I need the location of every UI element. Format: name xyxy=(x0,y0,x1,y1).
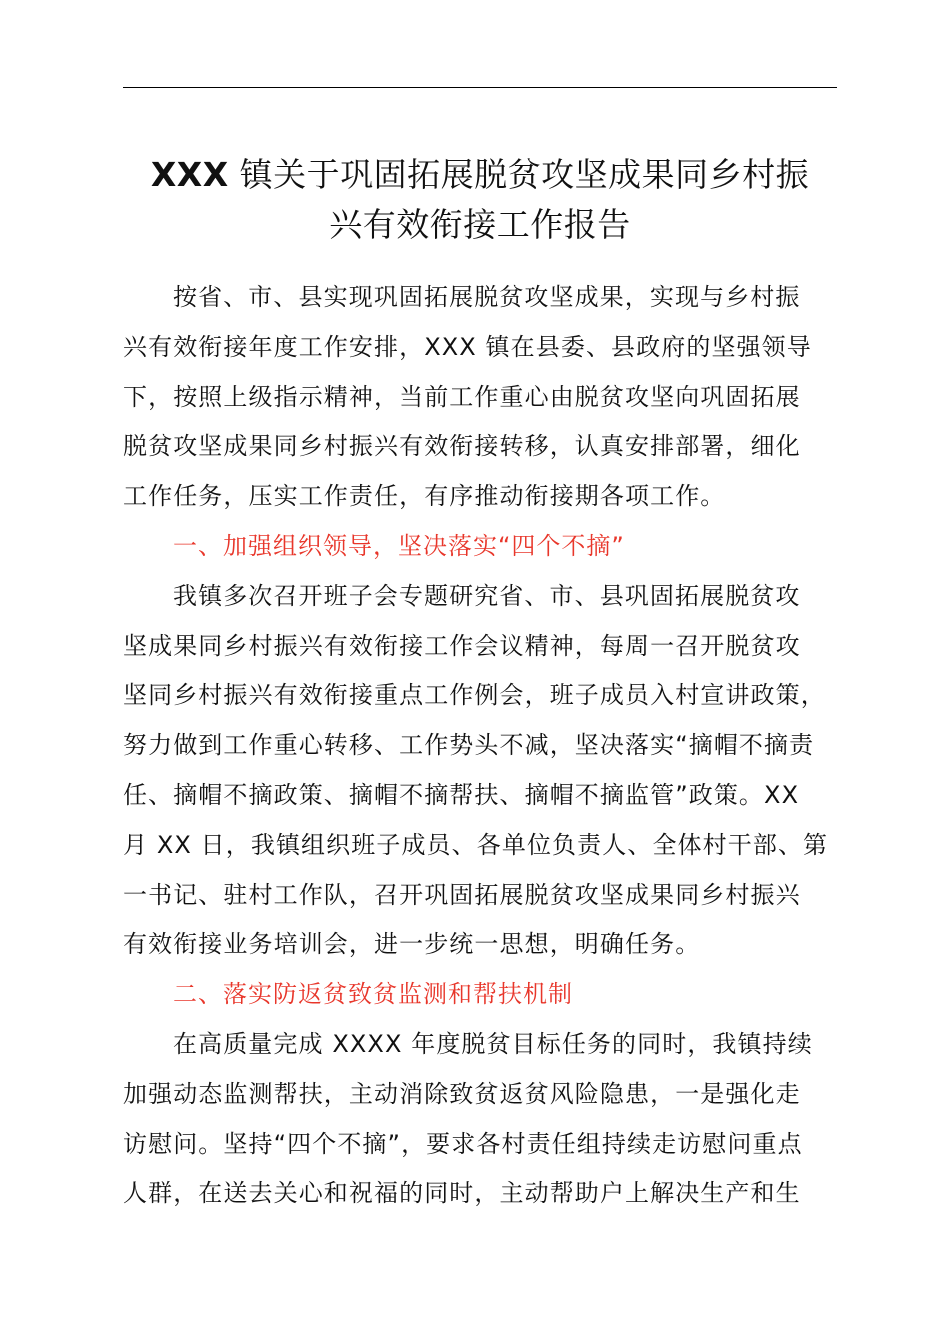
text-line: 在高质量完成 XXXX 年度脱贫目标任务的同时，我镇持续 xyxy=(173,1029,813,1058)
section-heading-1: 一、加强组织领导，坚决落实“四个不摘” xyxy=(173,531,625,560)
paragraph-intro xyxy=(123,273,837,522)
title-xxx: XXX xyxy=(150,155,229,194)
text-line: 按省、市、县实现巩固拓展脱贫攻坚成果，实现与乡村振 xyxy=(173,283,801,311)
text-line: 脱贫攻坚成果同乡村振兴有效衔接转移，认真安排部署，细化 xyxy=(123,432,801,461)
text-line: 坚同乡村振兴有效衔接重点工作例会，班子成员入村宣讲政策， xyxy=(123,681,826,710)
text-line: 努力做到工作重心转移、工作势头不减，坚决落实“摘帽不摘责 xyxy=(123,731,815,760)
text-line: 加强动态监测帮扶，主动消除致贫返贫风险隐患，一是强化走 xyxy=(123,1079,801,1108)
text-line: 兴有效衔接年度工作安排，XXX 镇在县委、县政府的坚强领导 xyxy=(123,332,812,361)
header-rule xyxy=(123,87,837,88)
text-line: 坚成果同乡村振兴有效衔接工作会议精神，每周一召开脱贫攻 xyxy=(123,631,801,660)
document-title xyxy=(100,150,860,250)
document-body xyxy=(123,273,837,1219)
text-line: 人群，在送去关心和祝福的同时，主动帮助户上解决生产和生 xyxy=(123,1179,801,1208)
text-line: 一书记、驻村工作队，召开巩固拓展脱贫攻坚成果同乡村振兴 xyxy=(123,880,801,909)
paragraph-organization xyxy=(123,572,837,970)
title-rest: 镇关于巩固拓展脱贫攻坚成果同乡村振 xyxy=(228,155,810,194)
title-line-2: 兴有效衔接工作报告 xyxy=(329,205,631,244)
text-line: 月 XX 日，我镇组织班子成员、各单位负责人、全体村干部、第 xyxy=(123,830,829,859)
text-line: 任、摘帽不摘政策、摘帽不摘帮扶、摘帽不摘监管”政策。XX xyxy=(123,780,800,809)
paragraph-monitoring xyxy=(123,1020,837,1219)
section-heading-2: 二、落实防返贫致贫监测和帮扶机制 xyxy=(173,980,573,1009)
text-line: 访慰问。坚持“四个不摘”，要求各村责任组持续走访慰问重点 xyxy=(123,1129,803,1158)
text-line: 我镇多次召开班子会专题研究省、市、县巩固拓展脱贫攻 xyxy=(173,581,801,610)
text-line: 下，按照上级指示精神，当前工作重心由脱贫攻坚向巩固拓展 xyxy=(123,382,801,411)
title-line-1 xyxy=(100,150,860,200)
text-line: 有效衔接业务培训会，进一步统一思想，明确任务。 xyxy=(123,930,701,959)
text-line: 工作任务，压实工作责任，有序推动衔接期各项工作。 xyxy=(123,482,726,511)
